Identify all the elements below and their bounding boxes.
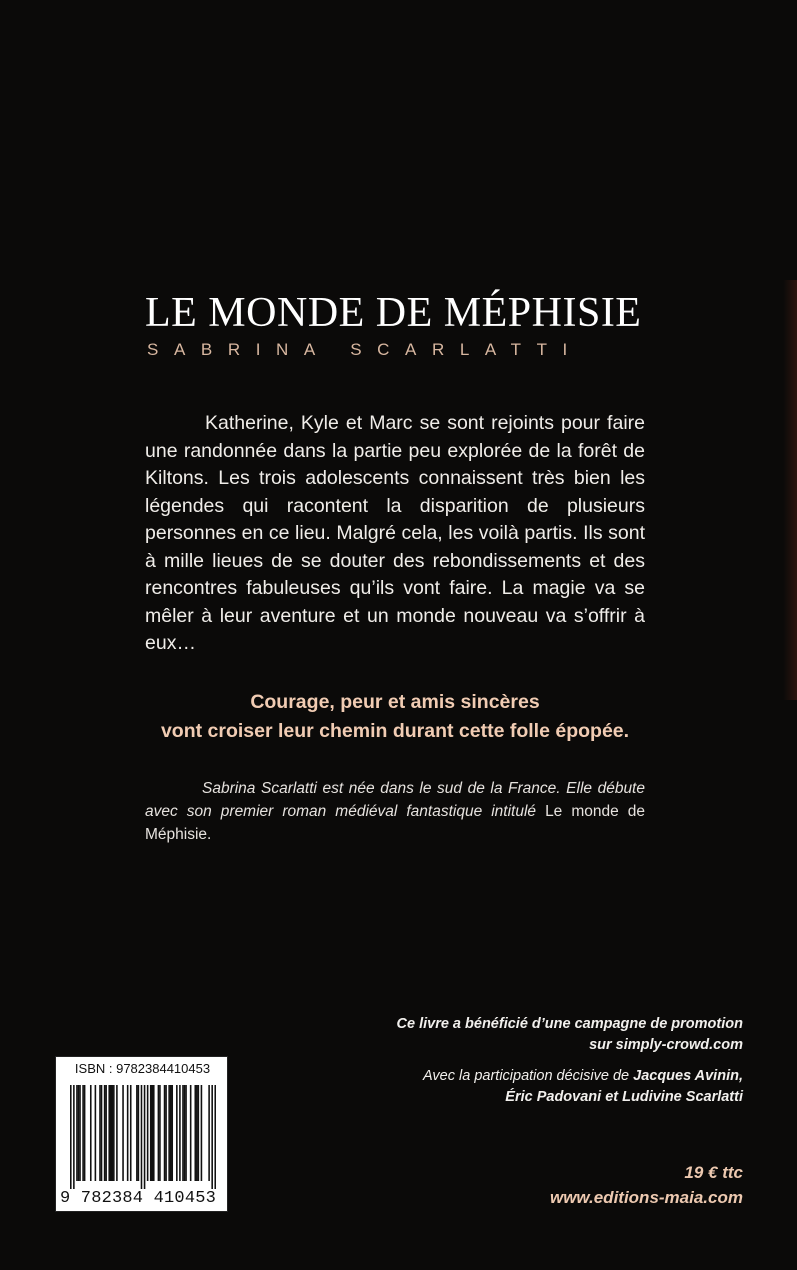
barcode-bar (104, 1085, 106, 1181)
barcode-bar (211, 1085, 213, 1189)
isbn-label: ISBN : 9782384410453 (74, 1061, 211, 1076)
bio-book-title: Le monde de Méphisie. (145, 803, 645, 843)
edge-glow (783, 280, 797, 700)
barcode-bar (127, 1085, 129, 1181)
barcode-bar (108, 1085, 110, 1181)
bio-text: Sabrina Scarlatti est née dans le sud de la France. Elle débute avec son premier roman médiéval fantastique intitulé (145, 780, 645, 820)
barcode-bar (194, 1085, 196, 1181)
barcode-bar (122, 1085, 124, 1181)
barcode-bar (84, 1085, 86, 1181)
barcode-bar (73, 1085, 75, 1189)
author-bio (145, 777, 645, 846)
participation-name-1: Jacques Avinin, (633, 1068, 743, 1084)
barcode-bar (185, 1085, 187, 1181)
participation-line-1 (323, 1066, 743, 1087)
barcode-bar (113, 1085, 115, 1181)
barcode-bar (158, 1085, 160, 1181)
participation-line-2: Éric Padovani et Ludivine Scarlatti (505, 1089, 743, 1105)
price: 19 € ttc (684, 1163, 743, 1182)
barcode (70, 1085, 216, 1189)
price-block (443, 1160, 743, 1210)
barcode-bar (170, 1085, 172, 1181)
promo-line-2: sur simply-crowd.com (589, 1037, 743, 1053)
barcode-bar (111, 1085, 113, 1181)
barcode-bar (99, 1085, 101, 1181)
barcode-bar (165, 1085, 167, 1181)
barcode-panel (55, 1056, 228, 1212)
barcode-bar (198, 1085, 200, 1181)
tagline-line-2: vont croiser leur chemin durant cette folle épopée. (160, 720, 630, 742)
barcode-bar (159, 1085, 161, 1181)
publisher-website: www.editions-maia.com (549, 1188, 743, 1207)
participation-prefix: Avec la participation décisive de (423, 1068, 634, 1084)
barcode-bar (182, 1085, 184, 1181)
barcode-bar (136, 1085, 138, 1181)
author-name: SABRINA SCARLATTI (147, 340, 583, 359)
barcode-bar (138, 1085, 140, 1181)
barcode-bar (151, 1085, 153, 1181)
barcode-bar (78, 1085, 80, 1181)
barcode-bar (130, 1085, 132, 1181)
barcode-bar (196, 1085, 198, 1181)
barcode-bar (201, 1085, 203, 1181)
barcode-bar (76, 1085, 78, 1181)
barcode-bar (179, 1085, 181, 1181)
barcode-bar (144, 1085, 146, 1189)
barcode-bar (82, 1085, 84, 1181)
barcode-bar (150, 1085, 152, 1181)
barcode-bar (141, 1085, 143, 1189)
barcode-bar (164, 1085, 166, 1181)
promotion-note (323, 1014, 743, 1108)
tagline (120, 688, 670, 746)
barcode-bar (147, 1085, 149, 1181)
barcode-bar (171, 1085, 173, 1181)
barcode-bar (116, 1085, 118, 1181)
blurb-paragraph: Katherine, Kyle et Marc se sont rejoints pour faire une randonnée dans la partie peu explorée de la forêt de Kiltons. Les trois adolescents connaissent très bien les légendes qui racontent la disparition de plusieurs personnes en ce lieu. Malgré cela, les voilà partis. Ils sont à mille lieues de se douter des rebondissements et des rencontres fabuleuses qu’ils vont faire. La magie va se mêler à leur aventure et un monde nouveau va s’offrir à eux… (145, 412, 645, 654)
barcode-bar (184, 1085, 186, 1181)
barcode-bar (214, 1085, 216, 1189)
barcode-bar (208, 1085, 210, 1181)
isbn-digits: 9 782384 410453 (60, 1189, 217, 1208)
barcode-bar (176, 1085, 178, 1181)
barcode-bar (190, 1085, 192, 1181)
barcode-bar (110, 1085, 112, 1181)
barcode-bar (90, 1085, 92, 1181)
barcode-bar (70, 1085, 72, 1189)
barcode-bar (79, 1085, 81, 1181)
barcode-bar (101, 1085, 103, 1181)
tagline-line-1: Courage, peur et amis sincères (250, 691, 540, 713)
barcode-bar (95, 1085, 97, 1181)
barcode-bar (168, 1085, 170, 1181)
book-title: LE MONDE DE MÉPHISIE (145, 290, 642, 336)
barcode-bar (153, 1085, 155, 1181)
promo-line-1: Ce livre a bénéficié d’une campagne de promotion (396, 1016, 743, 1032)
barcode-bar (105, 1085, 107, 1181)
